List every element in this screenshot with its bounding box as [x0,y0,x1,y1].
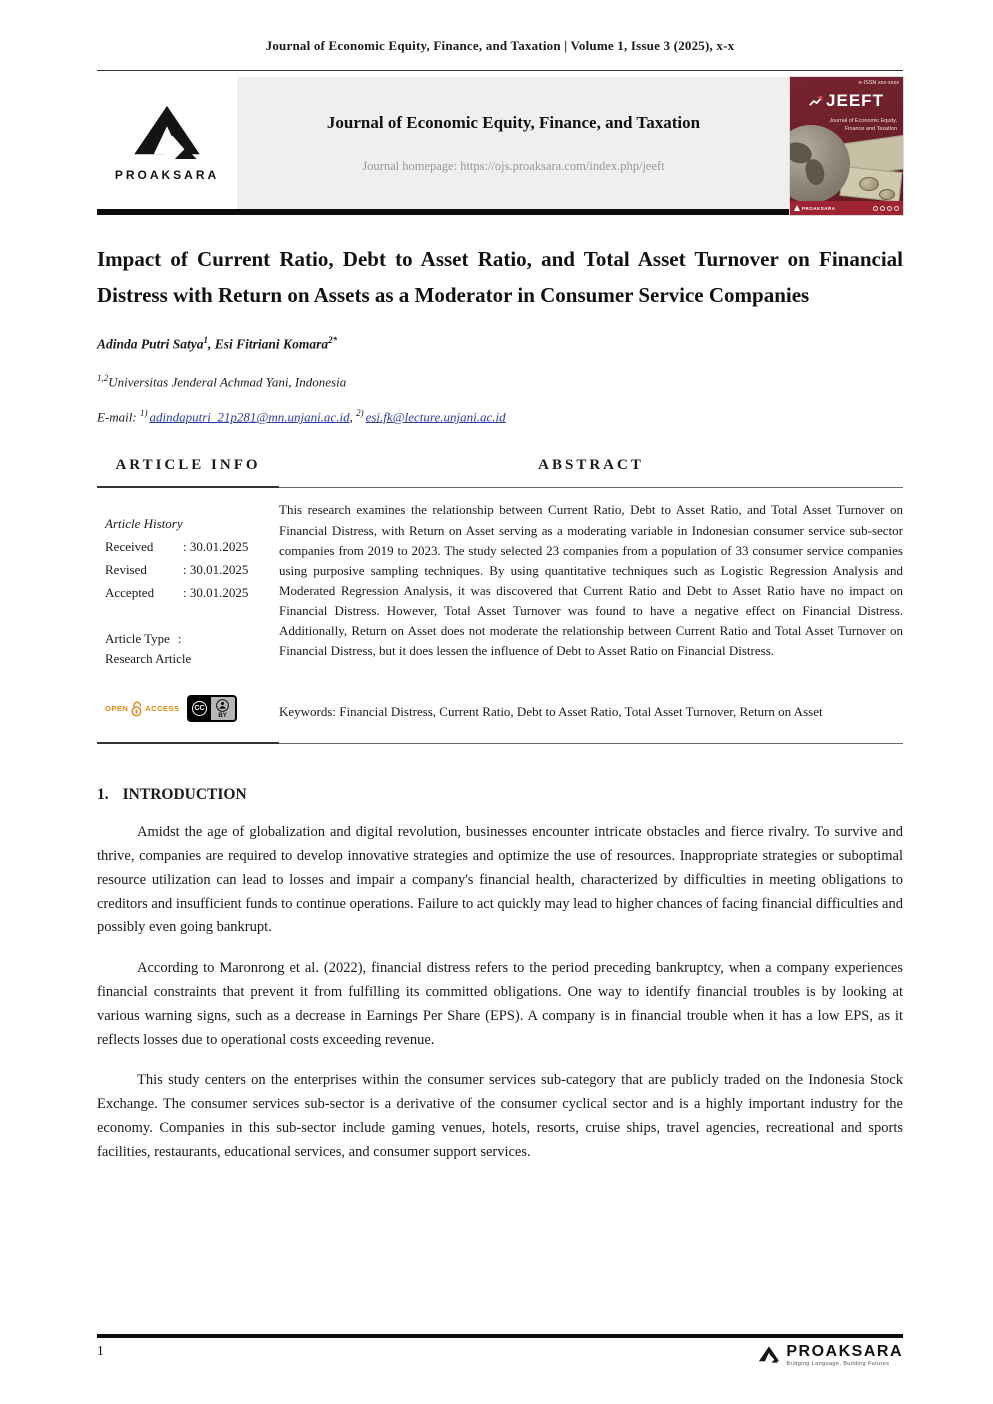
cover-coin [859,177,879,191]
cover-coin [879,189,895,200]
cover-publisher: PROAKSARA [794,205,836,211]
journal-cover [790,77,903,215]
running-header: Journal of Economic Equity, Finance, and Taxation | Volume 1, Issue 3 (2025), x-x [265,38,735,53]
email-link-2[interactable]: esi.fk@lecture.unjani.ac.id [365,409,506,425]
cover-acronym: JEEFT [826,91,884,110]
page-number: 1 [97,1343,104,1358]
journal-banner [97,77,903,209]
keywords-line: Keywords: Financial Distress, Current Ratio, Debt to Asset Ratio, Total Asset Turnover, Return on Asset [279,703,823,719]
publisher-logo-text: PROAKSARA [114,168,220,182]
article-type-value: Research Article [105,651,192,667]
open-access-logo: OPEN ACCESS [105,701,180,717]
by-label: BY [218,712,227,719]
cover-license-icons [873,206,899,211]
article-title: Impact of Current Ratio, Debt to Asset Ratio, and Total Asset Turnover on Financial Distress with Return on Assets as a Moderator in Consumer Service Companies [97,247,903,308]
intro-paragraph-3: This study centers on the enterprises within the consumer services sub-category that are publicly traded on the Indonesia Stock Exchange. The consumer services sub-sector is a derivative of the consumer cyclical sector and is a highly important industry for the economy. Companies in this sub-sector include gaming venues, hotels, resorts, cruise ships, travel agencies, recreational and sports facilities, restaurants, educational services, and consumer support services. [97,1072,903,1160]
banner-rule [97,209,903,215]
cover-arrow-icon [809,95,823,107]
history-row-revised: Revised : 30.01.2025 [105,562,249,578]
person-icon [216,699,229,712]
email-link-1[interactable]: adindaputri_21p281@mn.unjani.ac.id [149,409,350,425]
history-row-received: Received : 30.01.2025 [105,539,249,555]
article-info-column [97,488,279,744]
article-info-header: ARTICLE INFO [97,449,279,488]
cover-bottom-bar [790,201,903,215]
history-row-accepted: Accepted : 30.01.2025 [105,585,249,601]
proaksara-triangle-icon [757,1344,781,1366]
email-line: E-mail: $^{1)}$ adindaputri_21p281@mn.unjani.ac.id, $^{2)}$ esi.fk@lecture.unjani.ac.id [97,408,506,425]
cover-title-row [790,91,903,111]
publisher-logo [97,77,237,209]
cc-icon: CC [192,701,207,716]
author-1: Adinda Putri Satya [97,336,204,352]
footer-logo-name: PROAKSARA [786,1343,903,1360]
open-lock-icon [130,701,143,717]
page-footer [97,1334,903,1367]
section-heading-introduction: 1. INTRODUCTION [97,786,247,804]
proaksara-triangle-icon [128,104,206,164]
license-badges [105,695,267,722]
abstract-text: This research examines the relationship between Current Ratio, Debt to Asset Ratio, and Total Asset Turnover on Financial Distress, with Return on Asset serving as a moderating variable in Indonesian consumer service sub-sector companies from 2019 to 2023. The study selected 23 companies from a population of 33 consumer service companies using purposive sampling techniques. By using quantitative techniques such as Logistic Regression Analysis and Moderated Regression Analysis, it was discovered that Current Ratio and Debt to Asset Ratio have no impact on Financial Distress. However, Total Asset Turnover was found to have a negative effect on Financial Distress. Additionally, Return on Asset does not moderate the relationship between Current Ratio and Total Asset Turnover on Financial Distress, but it does lessen the influence of Debt to Asset Ratio on Financial Distress. [279,502,903,659]
header-rule [97,70,903,71]
cover-issn: e-ISSN xxx-xxxx [858,80,899,86]
cover-triangle-icon [794,205,800,211]
cc-by-badge [187,695,237,722]
intro-paragraph-1: Amidst the age of globalization and digital revolution, businesses encounter intricate obstacles and fierce rivalry. To survive and thrive, companies are required to develop innovative strategies and optimize the use of resources. Inappropriate strategies or suboptimal resource utilization can lead to losses and impair a company's financial health, characterized by difficulties in meeting obligations to creditors and insufficient funds to continue operations. Failure to act quickly may lead to higher chances of facing financial difficulties and possibly even going bankrupt. [97,824,903,936]
article-history-label: Article History [105,516,183,532]
authors-line: Adinda Putri Satya$^1$, Esi Fitriani Komara$^{2*}$ [97,335,338,352]
footer-tagline: Bridging Language, Building Futures [786,1361,890,1367]
footer-rule [97,1334,903,1338]
affiliation-line: $^{1,2}$Universitas Jenderal Achmad Yani, Indonesia [97,372,347,390]
article-type-block: Article Type : Research Article [105,631,267,667]
article-info-abstract-table [97,449,903,744]
journal-title: Journal of Economic Equity, Finance, and Taxation [326,112,701,132]
intro-paragraph-2: According to Maronrong et al. (2022), financial distress refers to the period preceding bankruptcy, when a company experiences financial constraints that prevent it from fulfilling its committed obligations. One way to identify financial troubles is by looking at various warning signs, such as a decrease in Earnings Per Share (EPS). A company is in financial trouble when it has a low EPS, as it reflects losses due to operational costs exceeding revenue. [97,960,903,1048]
cover-subtitle: Journal of Economic Equity, Finance and Taxation [829,118,897,133]
abstract-header: ABSTRACT [279,449,903,488]
footer-publisher-logo [757,1343,903,1367]
banner-center [237,77,790,209]
author-2: Esi Fitriani Komara [214,336,329,352]
journal-homepage: Journal homepage: https://ojs.proaksara.com/index.php/jeeft [362,158,665,173]
abstract-column [279,488,903,744]
